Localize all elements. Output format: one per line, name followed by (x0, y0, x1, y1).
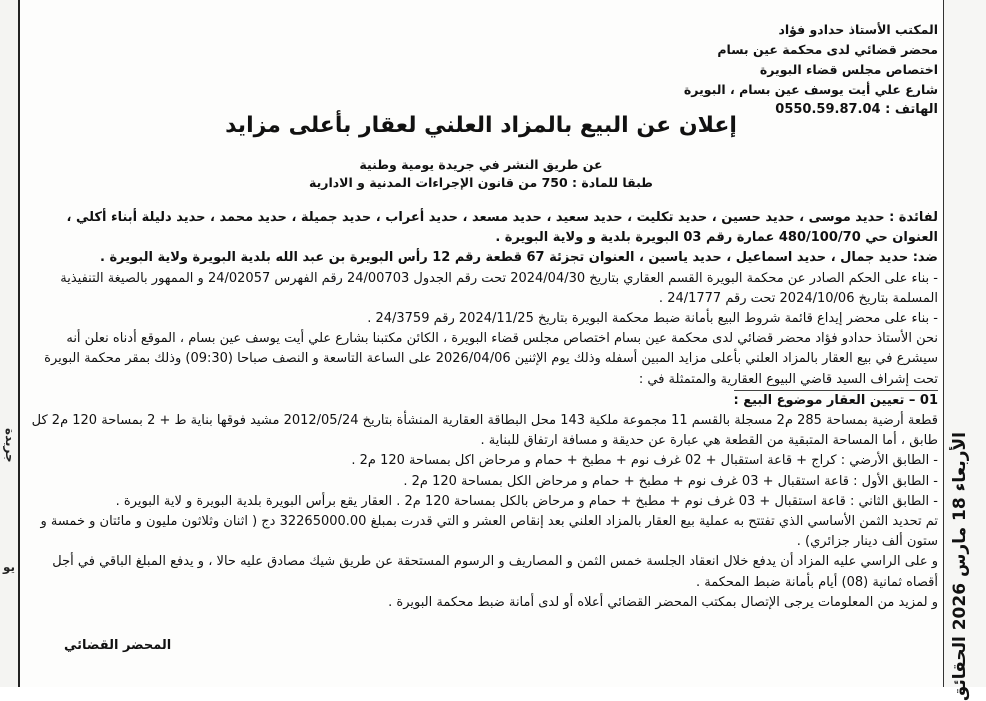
property-description: قطعة أرضية بمساحة 285 م2 مسجلة بالقسم 11 مجموعة ملكية 143 محل البطاقة العقارية المنشأة بتاريخ 2012/05/24 مشيد فوقها بناية ط + 2 بمساحة 120 م2 كل طابق ، أما المساحة المتبقية من القطعة هي عبارة عن حديقة و مسافة ارتفاق للبناية . (31, 413, 938, 449)
judgment-paragraph: - بناء على الحكم الصادر عن محكمة البويرة القسم العقاري بتاريخ 2024/04/30 تحت رقم الجدول 24/00703 رقم الفهرس 24/02057 و الممهور بالصيغة التنفيذية المسلمة بتاريخ 2024/10/06 تحت رقم 24/1777 . (60, 270, 938, 306)
header-bailiff-court: محضر قضائي لدى محكمة عين بسام (717, 42, 938, 57)
phone-number: 0550.59.87.04 (775, 102, 881, 117)
plaintiffs-paragraph: لفائدة : حديد موسى ، حديد حسين ، حديد تكليت ، حديد سعيد ، حديد مسعد ، حديد أعراب ، حديد جميلة ، حديد محمد ، حديد دليلة أبناء أكلي ، العنوان حي 480/100/70 عمارة رقم 03 البويرة بلدية و ولاية البويرة . (66, 210, 938, 246)
subtitle-legal-basis: طبقا للمادة : 750 من قانون الإجراءات المدنية و الادارية (309, 175, 653, 190)
sale-announcement-paragraph: نحن الأستاذ حدادو فؤاد محضر قضائي لدى محكمة عين بسام اختصاص مجلس قضاء البويرة ، الكائن مكتبنا بشارع علي أيت يوسف عين بسام ، الموقع أدناه نعلن أنه سيشرع في بيع العقار بالمزاد العلني بأعلى مزايد المبين أسفله وذلك يوم الإثنين 2026/04/06 على الساعة التاسعة و النصف صباحا (09:30) وذلك بمقر محكمة البويرة تحت إشراف السيد قاضي البيوع العقارية والمتمثلة في : (44, 331, 938, 387)
side-strip (943, 0, 986, 701)
header-office: المكتب الأستاذ حدادو فؤاد (778, 22, 938, 37)
ground-floor-description: - الطابق الأرضي : كراج + قاعة استقبال + 02 غرف نوم + مطبخ + حمام و مرحاض اكل بمساحة 120 م2 . (351, 453, 938, 469)
base-price-paragraph: تم تحديد الثمن الأساسي الذي تفتتح به عملية بيع العقار بالمزاد العلني بعد إنقاص العشر و التي قدرت بمبلغ 32265000.00 دج ( اثنان وثلاثون مليون و مائتان و خمسة و ستون ألف دينار جزائري) . (40, 514, 938, 550)
header-address: شارع علي أيت يوسف عين بسام ، البويرة (683, 82, 938, 97)
announcement-subtitle (24, 156, 938, 192)
bailiff-signature: المحضر القضائي (64, 638, 172, 653)
announcement-body (24, 208, 938, 613)
defendants-paragraph: ضد: حديد جمال ، حديد اسماعيل ، حديد ياسين ، العنوان تجزئة 67 قطعة رقم 12 رأس البويرة بن عبد الله بلدية البويرة ولاية البويرة . (100, 250, 938, 266)
deposit-paragraph: - بناء على محضر إيداع قائمة شروط البيع بأمانة ضبط محكمة البويرة بتاريخ 2024/11/25 رقم 24/3759 . (367, 311, 938, 327)
header-jurisdiction: اختصاص مجلس قضاء البويرة (759, 62, 938, 77)
left-column-fragment-bottom: يو (3, 560, 16, 574)
property-section-title: 01 – تعيين العقار موضوع البيع : (734, 390, 939, 411)
bailiff-header (678, 20, 938, 120)
subtitle-publication: عن طريق النشر في جريدة يومية وطنية (359, 157, 603, 172)
second-floor-description: - الطابق الثاني : قاعة استقبال + 03 غرف نوم + مطبخ + حمام و مرحاض بالكل بمساحة 120 م2 . العقار يقع برأس البويرة بلدية البويرة و لاية البويرة . (115, 493, 938, 509)
payment-terms-paragraph: و على الراسي عليه المزاد أن يدفع خلال انعقاد الجلسة خمس الثمن و المصاريف و الرسوم المستحقة عن طريق شيك مصادق عليه حالا ، و يدفع المبلغ الباقي في أجل أقصاه ثمانية (08) أيام بأمانة ضبط المحكمة . (52, 554, 938, 590)
left-page-edge (0, 0, 20, 687)
announcement-title: إعلان عن البيع بالمزاد العلني لعقار بأعلى مزايد (225, 113, 737, 138)
first-floor-description: - الطابق الأول : قاعة استقبال + 03 غرف نوم + مطبخ + حمام و مرحاض الكل بمساحة 120 م2 . (403, 473, 938, 489)
left-column-fragment: جريدة (3, 428, 17, 463)
phone-label: الهاتف : (885, 102, 938, 117)
newspaper-date-strip: الأربعاء 18 مارس 2026 الحقائق (950, 432, 970, 701)
contact-paragraph: و لمزيد من المعلومات يرجى الإتصال بمكتب المحضر القضائي أعلاه أو لدى أمانة ضبط محكمة البويرة . (388, 594, 938, 610)
